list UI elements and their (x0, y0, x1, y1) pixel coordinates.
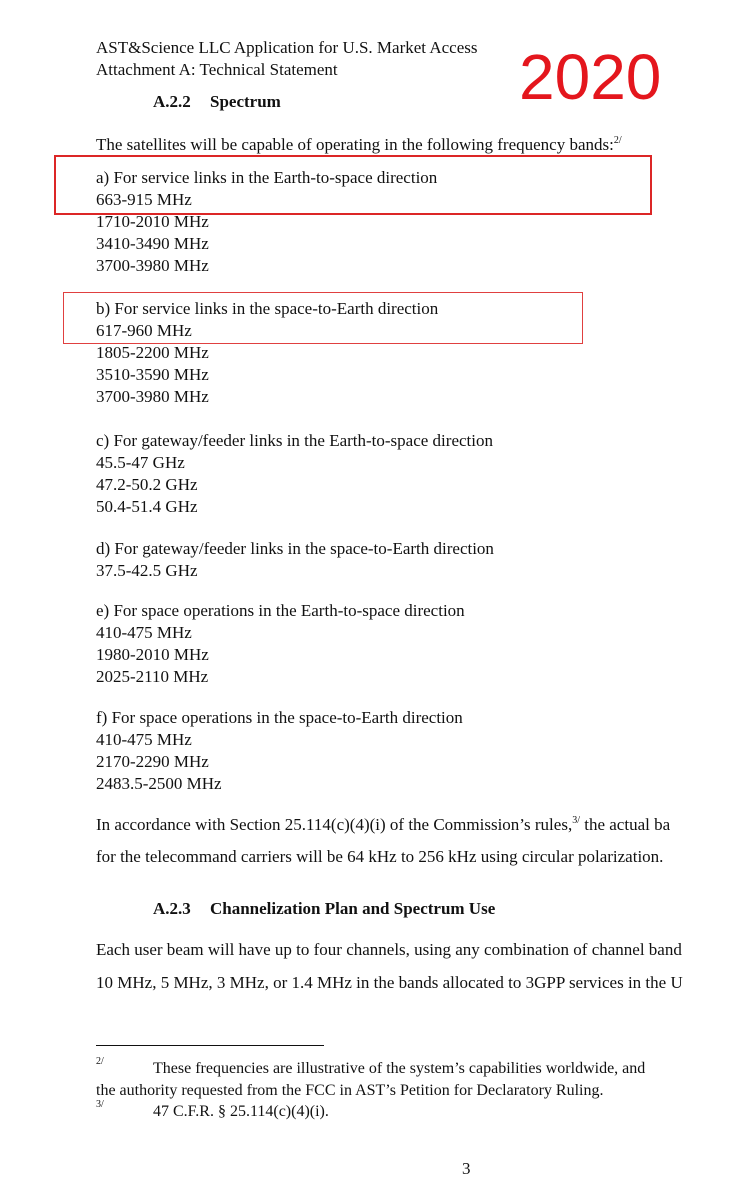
band-value: 1980-2010 MHz (96, 645, 209, 664)
band-value: 410-475 MHz (96, 623, 192, 642)
band-value: 3700-3980 MHz (96, 387, 209, 406)
section-number: A.2.2 (153, 92, 191, 111)
band-value: 3700-3980 MHz (96, 256, 209, 275)
intro-paragraph (96, 134, 622, 156)
band-value: 617-960 MHz (96, 321, 192, 340)
footnote-3-line-1: 47 C.F.R. § 25.114(c)(4)(i). (153, 1103, 329, 1120)
band-value: 50.4-51.4 GHz (96, 497, 198, 516)
footnote-mark-3: 3/ (96, 1099, 104, 1110)
intro-text: The satellites will be capable of operating in the following frequency bands: (96, 135, 614, 154)
footnote-ref-3: 3/ (572, 815, 580, 826)
band-value: 3410-3490 MHz (96, 234, 209, 253)
band-value: 2025-2110 MHz (96, 667, 209, 686)
band-value: 1710-2010 MHz (96, 212, 209, 231)
footnote-divider (96, 1045, 324, 1046)
band-heading: d) For gateway/feeder links in the space-to-Earth direction (96, 539, 494, 558)
band-value: 410-475 MHz (96, 730, 192, 749)
band-value: 1805-2200 MHz (96, 343, 209, 362)
channel-line-2: 10 MHz, 5 MHz, 3 MHz, or 1.4 MHz in the bands allocated to 3GPP services in the U (96, 973, 683, 992)
band-heading: c) For gateway/feeder links in the Earth-to-space direction (96, 431, 493, 450)
footnote-ref-2: 2/ (613, 135, 622, 146)
band-value: 2170-2290 MHz (96, 752, 209, 771)
band-group-e (96, 600, 465, 688)
band-heading: f) For space operations in the space-to-Earth direction (96, 708, 463, 727)
footnote-2-line-2: the authority requested from the FCC in AST’s Petition for Declaratory Ruling. (96, 1082, 604, 1099)
band-value: 3510-3590 MHz (96, 365, 209, 384)
highlight-box-b (63, 292, 583, 344)
header-line-2: Attachment A: Technical Statement (96, 60, 338, 79)
band-group-f (96, 707, 463, 795)
band-value: 45.5-47 GHz (96, 453, 185, 472)
section-number: A.2.3 (153, 899, 191, 918)
band-value: 2483.5-2500 MHz (96, 774, 222, 793)
band-heading: b) For service links in the space-to-Earth direction (96, 299, 439, 318)
section-title: Spectrum (210, 92, 281, 111)
band-value: 37.5-42.5 GHz (96, 561, 198, 580)
section-title: Channelization Plan and Spectrum Use (210, 899, 496, 918)
overlay-year-annotation: 2020 (519, 41, 662, 113)
accordance-text: In accordance with Section 25.114(c)(4)(i) of the Commission’s rules, (96, 815, 573, 834)
band-heading: a) For service links in the Earth-to-space direction (96, 168, 438, 187)
page-number: 3 (462, 1159, 471, 1178)
band-heading: e) For space operations in the Earth-to-space direction (96, 601, 465, 620)
accordance-line-1 (96, 814, 670, 836)
band-group-c (96, 430, 493, 518)
footnote-mark-2: 2/ (96, 1056, 104, 1067)
accordance-text-cont: the actual ba (579, 815, 671, 834)
header-line-1: AST&Science LLC Application for U.S. Market Access (96, 38, 478, 57)
accordance-line-2: for the telecommand carriers will be 64 kHz to 256 kHz using circular polarization. (96, 847, 664, 866)
footnote-2-line-1: These frequencies are illustrative of the system’s capabilities worldwide, and (153, 1060, 646, 1077)
channel-line-1: Each user beam will have up to four channels, using any combination of channel band (96, 940, 682, 959)
band-group-d (96, 538, 494, 582)
section-heading-a23 (153, 899, 495, 919)
highlight-box-a (54, 155, 652, 215)
band-value: 663-915 MHz (96, 190, 192, 209)
band-value: 47.2-50.2 GHz (96, 475, 198, 494)
section-heading-a22 (153, 92, 281, 112)
